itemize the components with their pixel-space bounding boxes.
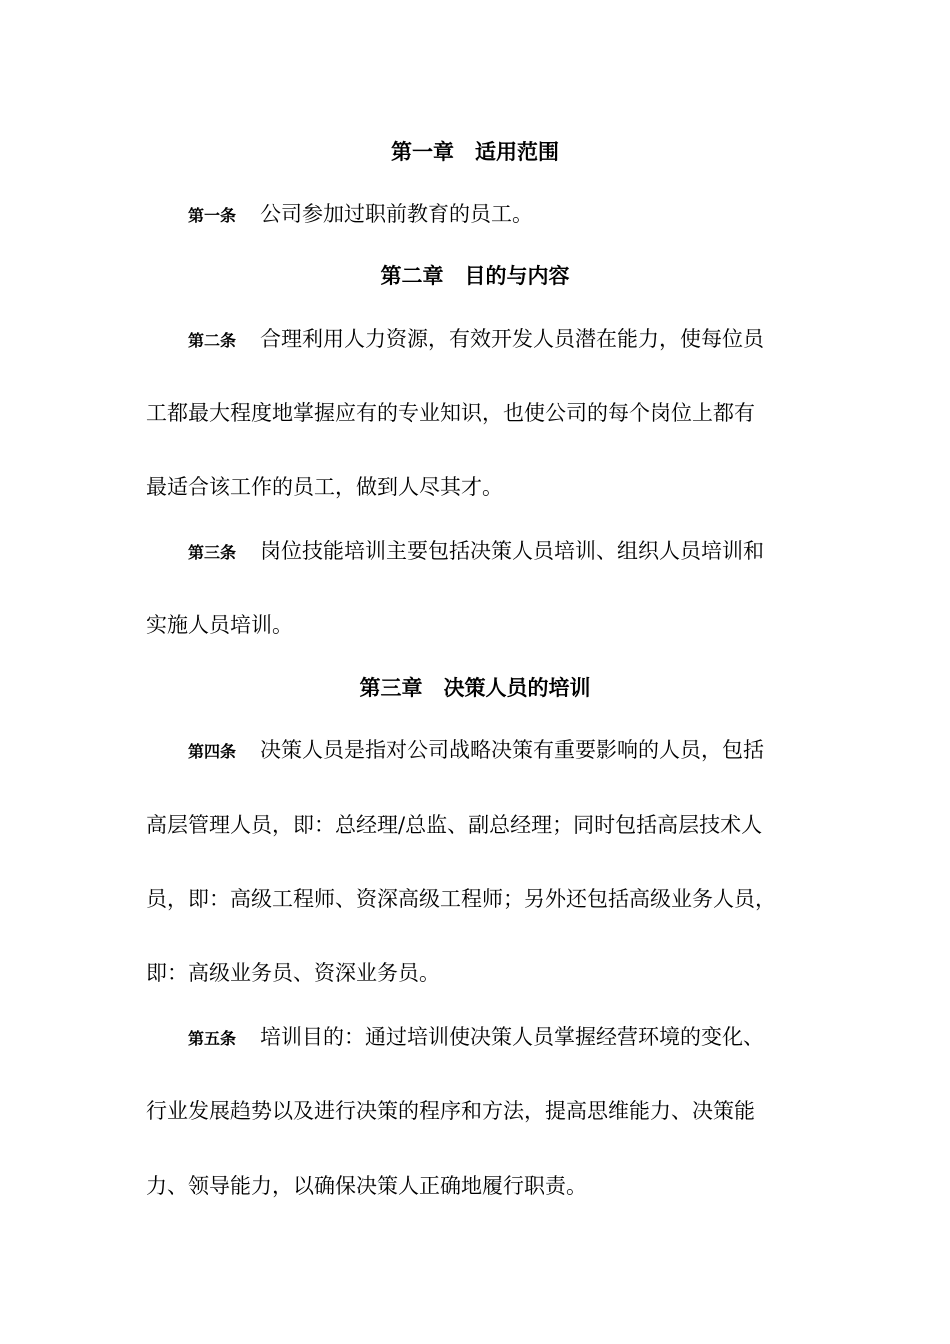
article-4-line-4: 即：高级业务员、资深业务员。 xyxy=(146,961,440,985)
chapter-1-title: 第一章 适用范围 xyxy=(391,140,559,164)
article-2-line-1 xyxy=(188,325,764,355)
article-3-text-1: 岗位技能培训主要包括决策人员培训、组织人员培训和 xyxy=(260,539,764,563)
article-2-text-1: 合理利用人力资源，有效开发人员潜在能力，使每位员 xyxy=(260,327,764,351)
article-4-text-1: 决策人员是指对公司战略决策有重要影响的人员，包括 xyxy=(260,738,764,762)
chapter-3-title: 第三章 决策人员的培训 xyxy=(359,676,591,700)
article-5-line-2: 行业发展趋势以及进行决策的程序和方法，提高思维能力、决策能 xyxy=(146,1099,755,1123)
article-4-line-3: 员，即：高级工程师、资深高级工程师；另外还包括高级业务人员， xyxy=(146,887,776,911)
article-1-label: 第一条 xyxy=(188,206,237,225)
chapter-2-title: 第二章 目的与内容 xyxy=(380,264,570,288)
article-3-line-2: 实施人员培训。 xyxy=(146,613,293,637)
article-5-text-1: 培训目的：通过培训使决策人员掌握经营环境的变化、 xyxy=(260,1025,764,1049)
article-5-line-1 xyxy=(188,1023,764,1053)
article-4-label: 第四条 xyxy=(188,742,237,761)
article-2-label: 第二条 xyxy=(188,331,237,350)
article-5-label: 第五条 xyxy=(188,1029,237,1048)
article-2-line-2: 工都最大程度地掌握应有的专业知识，也使公司的每个岗位上都有 xyxy=(146,401,755,425)
article-1-line-1 xyxy=(188,200,533,230)
article-3-line-1 xyxy=(188,537,764,567)
article-4-line-2: 高层管理人员，即：总经理/总监、副总经理；同时包括高层技术人 xyxy=(146,813,763,837)
article-1-text: 公司参加过职前教育的员工。 xyxy=(260,202,533,226)
article-4-line-1 xyxy=(188,736,764,766)
article-2-line-3: 最适合该工作的员工，做到人尽其才。 xyxy=(146,475,503,499)
article-3-label: 第三条 xyxy=(188,543,237,562)
article-5-line-3: 力、领导能力，以确保决策人正确地履行职责。 xyxy=(146,1174,587,1198)
